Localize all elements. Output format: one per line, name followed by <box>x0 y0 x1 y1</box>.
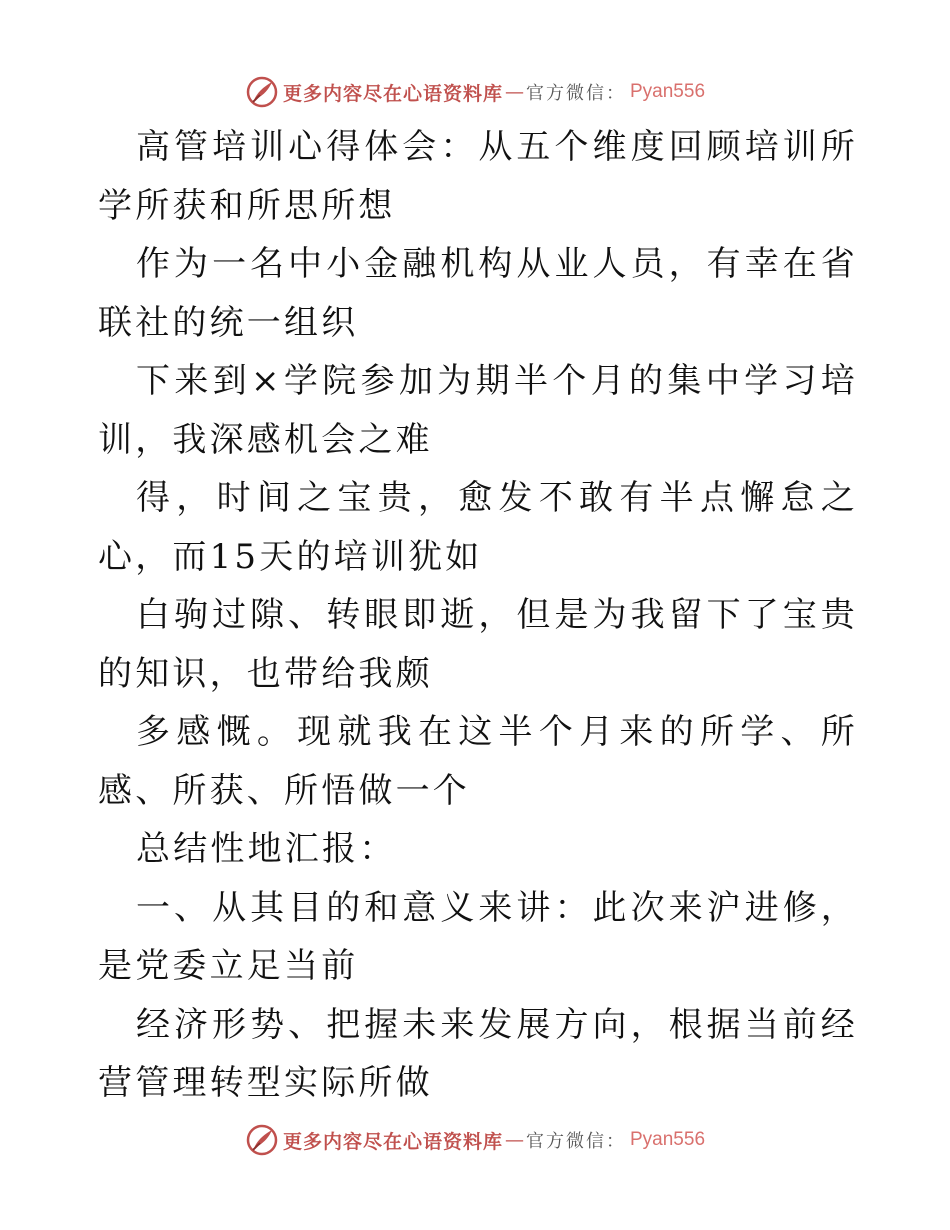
footer-brand-text: 更多内容尽在心语资料库 <box>282 1130 503 1153</box>
footer-official-label: 官方微信： <box>526 1131 626 1152</box>
paragraph: 作为一名中小金融机构从业人员，有幸在省联社的统一组织 <box>98 244 858 343</box>
paragraph: 下来到×学院参加为期半个月的集中学习培训，我深感机会之难 <box>98 361 858 460</box>
header-brand-text: 更多内容尽在心语资料库 <box>282 82 503 105</box>
quill-logo-icon <box>245 75 279 109</box>
header-official-label: 官方微信： <box>526 83 626 104</box>
header-wechat-id: Pyan556 <box>630 81 706 102</box>
footer-dash: — <box>505 1129 524 1151</box>
footer-wechat-id: Pyan556 <box>630 1129 706 1150</box>
paragraph: 白驹过隙、转眼即逝，但是为我留下了宝贵的知识，也带给我颇 <box>98 595 858 694</box>
paragraph: 经济形势、把握未来发展方向，根据当前经营管理转型实际所做 <box>98 1004 858 1103</box>
document-title: 高管培训心得体会：从五个维度回顾培训所学所获和所思所想 <box>98 127 858 226</box>
paragraph: 多感慨。现就我在这半个月来的所学、所感、所获、所悟做一个 <box>98 712 858 811</box>
document-body <box>98 118 858 1113</box>
header-banner <box>0 72 950 112</box>
paragraph: 总结性地汇报： <box>136 829 397 869</box>
header-dash: — <box>505 81 524 103</box>
paragraph: 一、从其目的和意义来讲：此次来沪进修，是党委立足当前 <box>98 887 858 986</box>
quill-logo-icon <box>245 1123 279 1157</box>
paragraph: 得，时间之宝贵，愈发不敢有半点懈怠之心，而15天的培训犹如 <box>98 478 858 577</box>
footer-banner <box>0 1120 950 1160</box>
